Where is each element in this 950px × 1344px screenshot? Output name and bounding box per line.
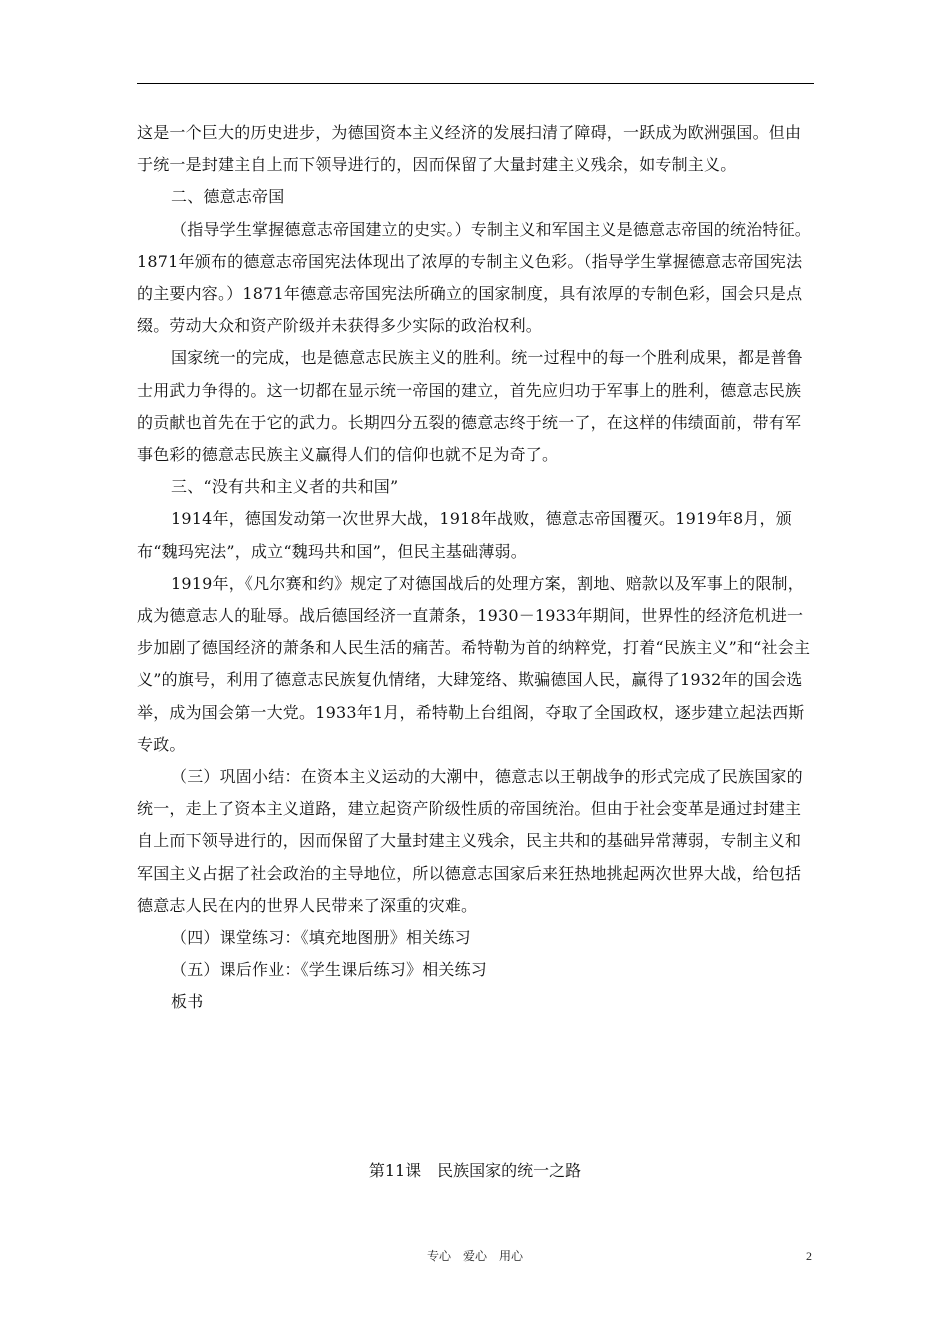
paragraph-continuation: 这是一个巨大的历史进步，为德国资本主义经济的发展扫清了障碍，一跃成为欧洲强国。但由于统一是封建主自上而下领导进行的，因而保留了大量封建主义残余，如专制主义。: [137, 123, 802, 175]
paragraph-empire-constitution: （指导学生掌握德意志帝国建立的史实。）专制主义和军国主义是德意志帝国的统治特征。1871年颁布的德意志帝国宪法体现出了浓厚的专制主义色彩。（指导学生掌握德意志帝国宪法的主要内容。）1871年德意志帝国宪法所确立的国家制度，具有浓厚的专制色彩，国会只是点缀。劳动大众和资产阶级并未获得多少实际的政治权利。: [137, 219, 812, 336]
paragraph-weimar: 1914年，德国发动第一次世界大战，1918年战败，德意志帝国覆灭。1919年8月，颁布“魏玛宪法”，成立“魏玛共和国”，但民主基础薄弱。: [137, 509, 792, 561]
section-heading-republic: 三、“没有共和主义者的共和国”: [171, 477, 399, 497]
paragraph-board-label: 板书: [171, 992, 204, 1012]
paragraph-homework: （五）课后作业：《学生课后练习》相关练习: [171, 960, 488, 980]
document-body: [137, 117, 817, 1019]
paragraph-nationalism: 国家统一的完成，也是德意志民族主义的胜利。统一过程中的每一个胜利成果，都是普鲁士用武力争得的。这一切都在显示统一帝国的建立，首先应归功于军事上的胜利，德意志民族的贡献也首先在于它的武力。长期四分五裂的德意志终于统一了，在这样的伟绩面前，带有军事色彩的德意志民族主义赢得人们的信仰也就不足为奇了。: [137, 348, 803, 465]
header-rule: [137, 83, 814, 84]
footer-motto: 专心 爱心 用心: [426, 1249, 523, 1263]
paragraph-versailles: 1919年，《凡尔赛和约》规定了对德国战后的处理方案，割地、赔款以及军事上的限制，成为德意志人的耻辱。战后德国经济一直萧条，1930－1933年期间，世界性的经济危机进一步加剧了德国经济的萧条和人民生活的痛苦。希特勒为首的纳粹党，打着“民族主义”和“社会主义”的旗号，利用了德意志民族复仇情绪，大肆笼络、欺骗德国人民，赢得了1932年的国会选举，成为国会第一大党。1933年1月，希特勒上台组阁，夺取了全国政权，逐步建立起法西斯专政。: [137, 573, 811, 754]
page-number: 2: [806, 1249, 812, 1263]
paragraph-summary: （三）巩固小结：在资本主义运动的大潮中，德意志以王朝战争的形式完成了民族国家的统一，走上了资本主义道路，建立起资产阶级性质的帝国统治。但由于社会变革是通过封建主自上而下领导进行的，因而保留了大量封建主义残余，民主共和的基础异常薄弱，专制主义和军国主义占据了社会政治的主导地位，所以德意志国家后来狂热地挑起两次世界大战，给包括德意志人民在内的世界人民带来了深重的灾难。: [137, 767, 803, 915]
board-title: 第11课 民族国家的统一之路: [368, 1161, 582, 1180]
paragraph-class-exercise: （四）课堂练习：《填充地图册》相关练习: [171, 928, 471, 948]
section-heading-german-empire: 二、德意志帝国: [171, 187, 285, 207]
